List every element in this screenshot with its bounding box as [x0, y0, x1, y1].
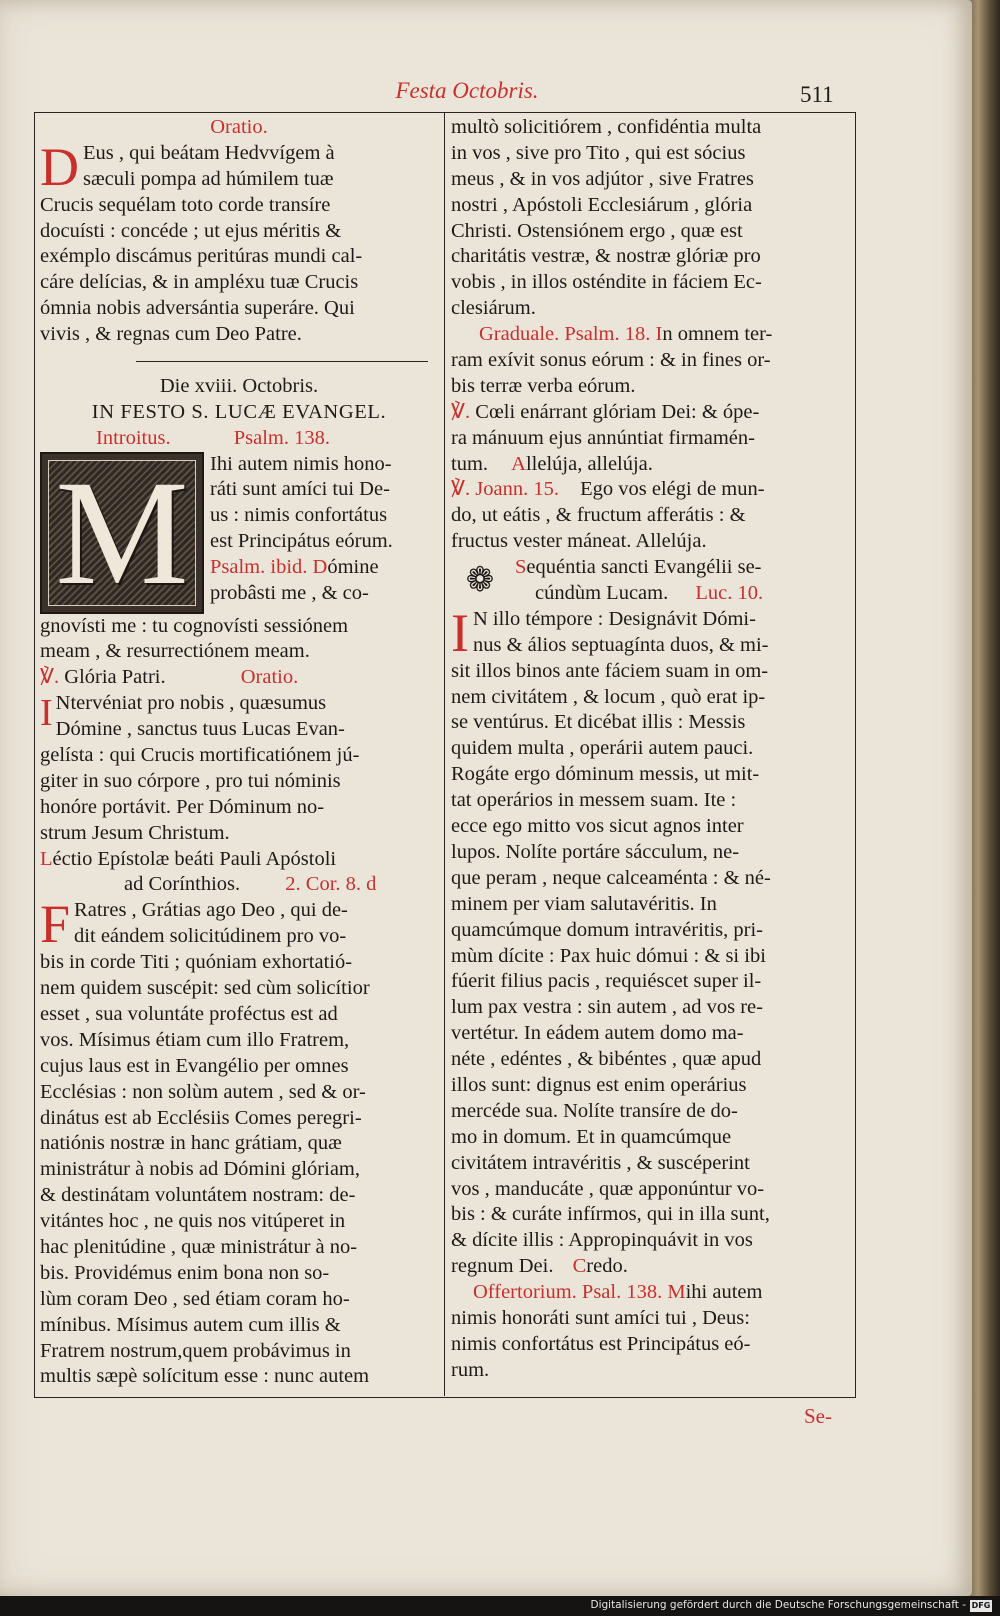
sequentia-line — [515, 555, 850, 581]
text-line: cáre delícias, & in ampléxu tuæ Crucis — [40, 271, 359, 294]
introitus-heading — [40, 426, 438, 452]
right-column — [451, 115, 850, 1384]
text-line: honóre portávit. Per Dóminum no- — [40, 795, 325, 818]
sequentia-initial: S — [515, 556, 527, 579]
text-line: regnum Dei. — [451, 1255, 554, 1278]
credo-text: redo. — [586, 1255, 628, 1278]
text-line: multis sæpè solícitum esse : nunc autem — [40, 1365, 370, 1388]
text-line: lum pax vestra : sin autem , ad vos re- — [451, 996, 763, 1019]
lectio-text: ad Corínthios. — [124, 873, 241, 896]
woodcut-letter: M — [55, 449, 189, 616]
text-line: lùm coram Deo , sed étiam coram ho- — [40, 1287, 350, 1310]
text-line: nostri , Apóstoli Ecclesiárum , glória — [451, 193, 753, 216]
text-line: Ecclésias : non solùm autem , sed & or- — [40, 1080, 366, 1103]
sequentia-line — [515, 581, 850, 607]
text-line: nus & álios septuagínta duos, & mi- — [472, 633, 769, 656]
text-line: multò solicitiórem , confidéntia multa — [451, 116, 762, 138]
text-line: nem quidem suscépit: sed cùm solicítior — [40, 977, 370, 1000]
text-line: bis. Providémus enim bona non so- — [40, 1261, 330, 1284]
graduale-first: n omnem ter- — [662, 323, 773, 346]
text-line: ecce ego mitto vos sicut agnos inter — [451, 815, 744, 838]
gloria-text: Glória Patri. — [64, 666, 166, 689]
text-line: Christi. Ostensiónem ergo , quæ est — [451, 219, 743, 242]
text-line: quidem multa , operárii autem pauci. — [451, 737, 754, 760]
psalm-first: ómine — [327, 556, 379, 579]
text-line: natiónis nostræ in hanc grátiam, quæ — [40, 1132, 342, 1155]
text-line: illos sunt: dignus est enim operárius — [451, 1073, 747, 1096]
text-line: vos , manducáte , quæ apponúntur vo- — [451, 1177, 765, 1200]
text-line: dit eándem solicitúdinem pro vo- — [74, 925, 347, 948]
text-line: se ventúrus. Et dicébat illis : Messis — [451, 711, 746, 734]
text-line: hac plenitúdine , quæ ministrátur à no- — [40, 1235, 358, 1258]
text-line: & dícite illis : Appropinquávit in vos — [451, 1229, 753, 1252]
text-line: gelísta : qui Crucis mortificatiónem jú- — [40, 744, 360, 767]
gloria-line — [40, 665, 438, 691]
text-line: mercéde sua. Nolíte transíre de do- — [451, 1099, 738, 1122]
epistle-paragraph — [40, 894, 438, 1390]
text-line: vos. Mísimus étiam cum illo Fratrem, — [40, 1028, 350, 1051]
text-line: tat operários in messem suam. Ite : — [451, 789, 737, 812]
text-line: charitátis vestræ, & nostræ glóriæ pro — [451, 245, 761, 268]
lectio-line — [40, 847, 438, 873]
credo-initial: C — [572, 1255, 587, 1278]
text-line: bis terræ verba eórum. — [451, 374, 636, 397]
text-line: cujus laus est in Evangélio per omnes — [40, 1054, 349, 1077]
text-line: Ratres , Grátias ago Deo , qui de- — [74, 899, 348, 922]
offertorium-line — [451, 1280, 850, 1306]
section-rule — [40, 348, 438, 374]
text-line: fúerit filius pacis , requiéscet super il- — [451, 970, 762, 993]
versicle-line — [451, 400, 850, 426]
text-line: est Principátus eórum. — [210, 530, 393, 553]
text-line: probâsti me , & co- — [210, 582, 369, 605]
graduale-line — [451, 322, 850, 348]
text-line: esset , sua voluntáte proféctus est ad — [40, 1002, 338, 1025]
text-line: & destinátam voluntátem nostram: de- — [40, 1184, 356, 1207]
lectio-ref: 2. Cor. 8. d — [285, 873, 377, 896]
flower-ornament-icon: ❁ — [465, 562, 495, 600]
versicle-ref: ℣. Joann. 15. — [451, 478, 559, 501]
text-line: Ihi autem nimis hono- — [210, 452, 392, 475]
text-line: Crucis sequélam toto corde transíre — [40, 193, 331, 216]
versicle-line — [451, 477, 850, 503]
text-line: lupos. Nolíte portáre sácculum, ne- — [451, 840, 740, 863]
text-line: quamcúmque domum intravéritis, pri- — [451, 918, 763, 941]
credo-line — [451, 1254, 850, 1280]
text-line: Ntervéniat pro nobis , quæsumus — [55, 692, 327, 715]
graduale-initial: I — [655, 323, 663, 346]
text-line: vertétur. In eádem autem domo ma- — [451, 1022, 744, 1045]
text-line: vitántes hoc , ne quis nos vitúperet in — [40, 1210, 346, 1233]
psalm-initial: D — [312, 556, 328, 579]
drop-initial: D — [40, 136, 79, 197]
text-line: Fratrem nostrum,quem probávimus in — [40, 1339, 351, 1362]
offertorium-label: Offertorium. Psal. 138. — [473, 1281, 663, 1304]
gospel-paragraph — [451, 602, 850, 1280]
text-line: fructus vester máneat. Allelúja. — [451, 530, 707, 553]
alleluia-text: llelúja, allelúja. — [525, 452, 653, 475]
text-line: giter in suo córpore , pro tui nóminis — [40, 769, 341, 792]
digitization-credit: Digitalisierung gefördert durch die Deutsche Forschungsgemeinschaft - — [590, 1599, 966, 1611]
text-line: nem civitátem , & locum , quò erat ip- — [451, 685, 766, 708]
text-line: docuísti : concéde ; ut ejus méritis & — [40, 219, 342, 242]
introitus-label: Introitus. — [96, 426, 171, 449]
text-line: ómnia nobis adversántia superáre. Qui — [40, 297, 355, 320]
drop-initial: I — [451, 602, 469, 663]
versicle-text: Cœli enárrant glóriam Dei: & ópe- — [475, 400, 760, 423]
text-line: us : nimis confortátus — [210, 504, 388, 527]
text-line: Rogáte ergo dóminum messis, ut mit- — [451, 763, 760, 786]
text-line: meus , & in vos adjútor , sive Fratres — [451, 167, 754, 190]
catchword: Se- — [804, 1404, 832, 1428]
alleluia-line — [451, 452, 850, 478]
text-line: N illo témpore : Designávit Dómi- — [472, 607, 756, 630]
text-line: clesiárum. — [451, 297, 536, 320]
introitus-block — [40, 449, 438, 616]
psalm-ref: Psalm. ibid. — [210, 556, 308, 579]
text-line: ra mánuum ejus annúntiat firmamén- — [451, 426, 755, 449]
text-line: ram exívit sonus eórum : & in fines or- — [451, 349, 771, 372]
text-line: in vos , sive pro Tito , qui est sócius — [451, 141, 746, 164]
text-line: ráti sunt amíci tui De- — [210, 478, 390, 501]
text-line: civitátem intravéritis , & suscéperint — [451, 1151, 750, 1174]
drop-initial: F — [40, 894, 71, 955]
page-number: 511 — [800, 82, 834, 107]
text-line: sæculi pompa ad húmilem tuæ — [83, 167, 334, 190]
oratio-paragraph — [40, 136, 438, 348]
text-line: vivis , & regnas cum Deo Patre. — [40, 323, 302, 346]
versicle-text: Ego vos elégi de mun- — [580, 478, 765, 501]
column-divider — [444, 112, 445, 1396]
graduale-label: Graduale. Psalm. 18. — [479, 323, 651, 346]
text-line: Eus , qui beátam Hedvvígem à — [83, 141, 335, 164]
text-line: Dómine , sanctus tuus Lucas Evan- — [55, 718, 345, 741]
text-line: ministrátur à nobis ad Dómini glóriam, — [40, 1158, 360, 1181]
drop-initial: I — [40, 692, 53, 735]
text-line: mùm dícite : Pax huic dómui : & si ibi — [451, 944, 766, 967]
sequentia-ref: Luc. 10. — [695, 582, 764, 605]
text-line: strum Jesum Christum. — [40, 821, 230, 844]
text-line: mo in domum. Et in quamcúmque — [451, 1125, 732, 1148]
text-line: dinátus est ab Ecclésiis Comes peregri- — [40, 1106, 362, 1129]
text-line: bis : & curáte infírmos, qui in illa sunt, — [451, 1203, 770, 1226]
left-column — [40, 115, 438, 1390]
lectio-initial: L — [40, 847, 53, 870]
text-line: meam , & resurrectiónem meam. — [40, 640, 310, 663]
oratio-paragraph — [40, 691, 438, 846]
text-line: bis in corde Titi ; quóniam exhortatió- — [40, 951, 353, 974]
alleluia-initial: A — [511, 452, 526, 475]
versicle-sign: ℣. — [451, 400, 471, 423]
text-line: gnovísti me : tu cognovísti sessiónem — [40, 614, 349, 637]
text-line: exémplo discámus peritúras mundi cal- — [40, 245, 363, 268]
text-line: rum. — [451, 1358, 490, 1381]
oratio-heading: Oratio. — [210, 116, 268, 138]
psalm-line — [210, 555, 438, 581]
text-line: néte , edéntes , & bibéntes , quæ apud — [451, 1048, 762, 1071]
feast-heading: IN FESTO S. LUCÆ EVANGEL. — [91, 400, 387, 423]
versicle-text: tum. — [451, 452, 489, 475]
sequentia-block — [451, 555, 850, 607]
date-heading: Die xviii. Octobris. — [159, 374, 319, 397]
oratio-heading: Oratio. — [240, 666, 299, 689]
text-line: que peram , neque calceaménta : & né- — [451, 866, 771, 889]
running-title: Festa Octobris. — [395, 78, 539, 103]
versicle-sign: ℣. — [40, 666, 60, 689]
text-line: vobis , in illos osténdite in fáciem Ec- — [451, 271, 762, 294]
lectio-text: éctio Epístolæ beáti Pauli Apóstoli — [52, 847, 337, 870]
sequentia-text: equéntia sancti Evangélii se- — [526, 556, 762, 579]
text-line: minem per viam salutavéritis. In — [451, 892, 717, 915]
text-line: nimis honoráti sunt amíci tui , Deus: — [451, 1306, 750, 1329]
text-line: sit illos binos ante fáciem suam in om- — [451, 659, 769, 682]
introitus-psalm: Psalm. 138. — [233, 426, 330, 449]
text-line: mínibus. Mísimus autem cum illis & — [40, 1313, 341, 1336]
woodcut-initial — [40, 449, 204, 616]
offertorium-initial: M — [667, 1281, 686, 1304]
text-line: nimis confortátus est Principátus eó- — [451, 1332, 751, 1355]
lectio-line — [40, 872, 438, 898]
sequentia-text: cúndùm Lucam. — [535, 582, 669, 605]
dfg-logo: DFG — [971, 1601, 991, 1610]
offertorium-first: ihi autem — [685, 1281, 763, 1304]
text-line: do, ut eátis , & fructum afferátis : & — [451, 504, 746, 527]
